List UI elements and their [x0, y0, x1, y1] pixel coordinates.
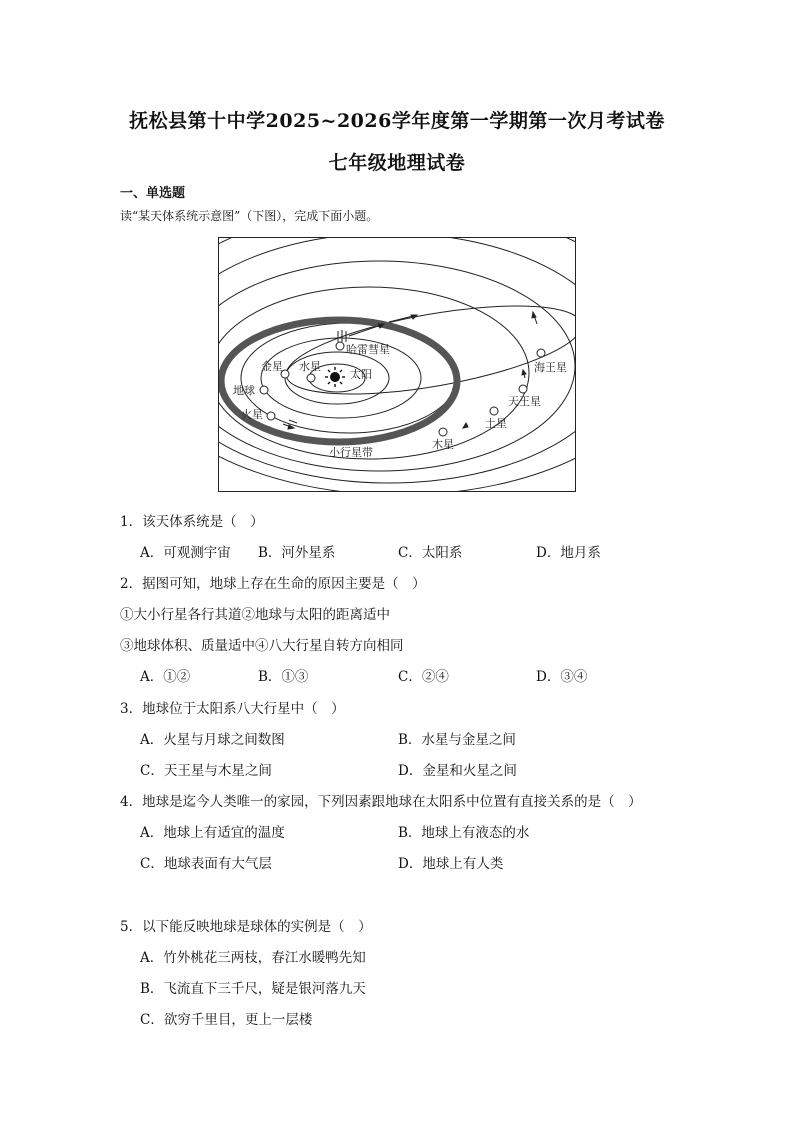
orbit-comet: [280, 288, 576, 411]
exam-subtitle: 七年级地理试卷: [328, 152, 466, 174]
q1-option-d[interactable]: D．地月系: [536, 545, 601, 561]
q4-option-c[interactable]: C．地球表面有大气层: [140, 856, 272, 872]
earth-dot: [260, 386, 268, 394]
q1-option-a[interactable]: A．可观测宇宙: [140, 545, 231, 561]
label-uranus: 天王星: [508, 395, 541, 408]
q3-option-b[interactable]: B．水星与金星之间: [398, 732, 516, 748]
q5-option-b[interactable]: B．飞流直下三千尺，疑是银河落九天: [140, 981, 366, 997]
label-venus: 金星: [261, 360, 283, 373]
exam-title: 抚松县第十中学2025~2026学年度第一学期第一次月考试卷: [129, 110, 665, 132]
q4-option-b[interactable]: B．地球上有液态的水: [398, 825, 530, 841]
q4-option-a[interactable]: A．地球上有适宜的温度: [140, 825, 285, 841]
label-saturn: 土星: [485, 417, 507, 430]
mercury-dot: [307, 374, 315, 382]
label-neptune: 海王星: [534, 361, 567, 374]
q1-option-c[interactable]: C．太阳系: [398, 545, 463, 561]
arrow-earth: [289, 420, 297, 423]
label-mercury: 水星: [299, 360, 321, 373]
q4-option-d[interactable]: D．地球上有人类: [398, 856, 504, 872]
question-1-stem: 1．该天体系统是（ ）: [120, 514, 264, 530]
question-3-stem: 3．地球位于太阳系八大行星中（ ）: [120, 701, 345, 717]
q2-statement-1: ①大小行星各行其道②地球与太阳的距离适中: [120, 607, 390, 623]
q2-statement-2: ③地球体积、质量适中④八大行星自转方向相同: [120, 638, 404, 654]
label-earth: 地球: [233, 384, 255, 397]
q2-option-c[interactable]: C．②④: [398, 669, 449, 685]
solar-system-svg: [219, 238, 576, 492]
q3-option-c[interactable]: C．天王星与木星之间: [140, 763, 272, 779]
section-intro: 读“某天体系统示意图”（下图），完成下面小题。: [120, 209, 379, 223]
jupiter-dot: [439, 428, 447, 436]
section-heading: 一、单选题: [120, 186, 186, 201]
comet-dot: [336, 342, 344, 350]
sun-icon: [325, 367, 345, 387]
label-asteroid-belt: 小行星带: [329, 446, 373, 459]
q2-option-a[interactable]: A．①②: [140, 669, 191, 685]
saturn-dot: [490, 407, 498, 415]
mars-dot: [267, 412, 275, 420]
question-4-stem: 4．地球是迄今人类唯一的家园，下列因素跟地球在太阳系中位置有直接关系的是（ ）: [120, 794, 642, 810]
question-5-stem: 5．以下能反映地球是球体的实例是（ ）: [120, 919, 372, 935]
q5-option-c[interactable]: C．欲穷千里目，更上一层楼: [140, 1012, 313, 1028]
label-sun: 太阳: [350, 368, 372, 381]
q2-option-d[interactable]: D．③④: [536, 669, 588, 685]
uranus-dot: [519, 385, 527, 393]
solar-system-diagram: [218, 237, 576, 492]
label-jupiter: 木星: [432, 438, 454, 451]
label-mars: 火星: [241, 408, 263, 421]
q3-option-d[interactable]: D．金星和火星之间: [398, 763, 517, 779]
q2-option-b[interactable]: B．①③: [258, 669, 309, 685]
label-comet: 哈雷彗星: [346, 343, 390, 356]
orbit-jupiter: [219, 287, 529, 459]
q5-option-a[interactable]: A．竹外桃花三两枝，春江水暖鸭先知: [140, 950, 366, 966]
neptune-dot: [537, 349, 545, 357]
q1-option-b[interactable]: B．河外星系: [258, 545, 336, 561]
question-2-stem: 2．据图可知，地球上存在生命的原因主要是（ ）: [120, 576, 426, 592]
q3-option-a[interactable]: A．火星与月球之间数图: [140, 732, 285, 748]
